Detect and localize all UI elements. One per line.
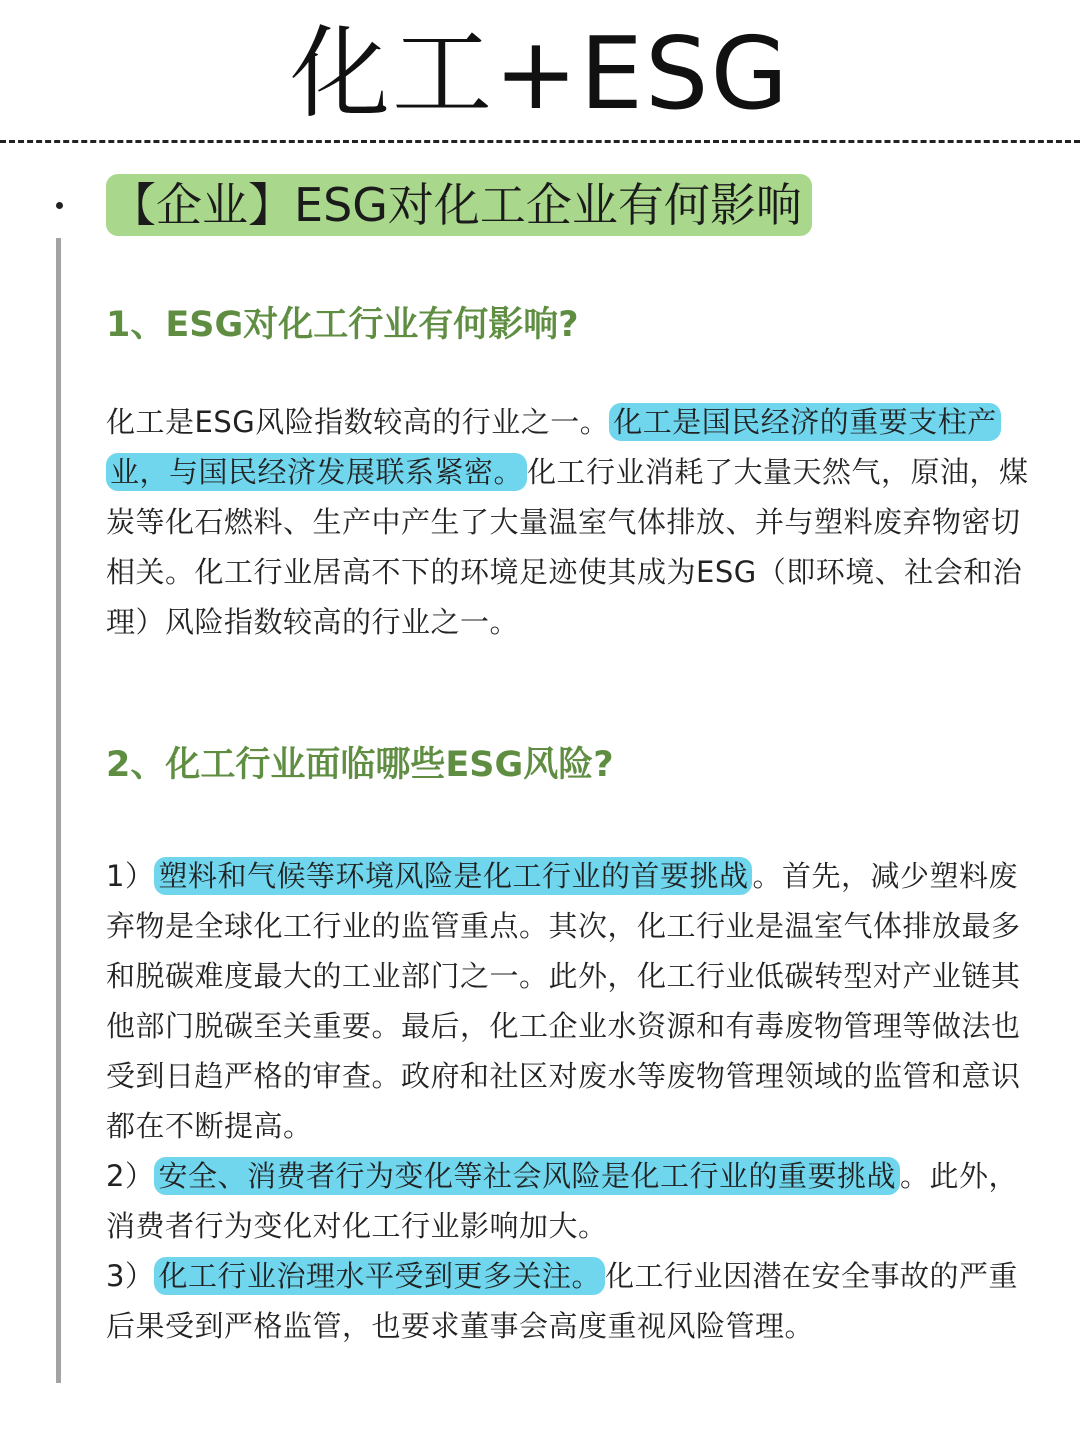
page-title: 化工+ESG: [290, 15, 790, 132]
risk-item-3-prefix: 3）: [106, 1259, 155, 1293]
section1-paragraph: [106, 397, 1036, 647]
question-heading-2: 2、化工行业面临哪些ESG风险?: [106, 745, 614, 785]
risk-item-2-prefix: 2）: [106, 1159, 155, 1193]
risk-item-1-prefix: 1）: [106, 859, 155, 893]
risk-item-1-highlight: 塑料和气候等环境风险是化工行业的首要挑战: [154, 857, 752, 895]
risk-item-1: [106, 851, 1036, 1151]
risk-item-1-text: 。首先，减少塑料废弃物是全球化工行业的监管重点。其次，化工行业是温室气体排放最多和脱碳难度最大的工业部门之一。此外，化工行业低碳转型对产业链其他部门脱碳至关重要。最后，化工企业水资源和有毒废物管理等做法也受到日趋严格的审查。政府和社区对废水等废物管理领域的监管和意识都在不断提高。: [106, 859, 1021, 1143]
risk-item-3-highlight: 化工行业治理水平受到更多关注。: [154, 1257, 605, 1295]
section1-highlight: 化工是国民经济的重要支柱产业，与国民经济发展联系紧密。: [106, 403, 1001, 491]
risk-item-3: [106, 1251, 1036, 1351]
left-rule: [56, 238, 61, 1383]
risk-item-2-text: 。此外，消费者行为变化对化工行业影响加大。: [106, 1159, 1018, 1243]
section1-text-pre: 化工是ESG风险指数较高的行业之一。: [106, 405, 610, 439]
bullet-dot: [56, 202, 63, 209]
question-heading-1: 1、ESG对化工行业有何影响?: [106, 305, 579, 345]
risk-item-2: [106, 1151, 1036, 1251]
risk-item-3-text: 化工行业因潜在安全事故的严重后果受到严格监管，也要求董事会高度重视风险管理。: [106, 1259, 1018, 1343]
risk-item-2-highlight: 安全、消费者行为变化等社会风险是化工行业的重要挑战: [154, 1157, 900, 1195]
title-divider: [0, 140, 1080, 143]
article-content: [106, 295, 1036, 1351]
section1-text-post: 化工行业消耗了大量天然气，原油，煤炭等化石燃料、生产中产生了大量温室气体排放、并与塑料废弃物密切相关。化工行业居高不下的环境足迹使其成为ESG（即环境、社会和治理）风险指数较高的行业之一。: [106, 455, 1029, 639]
section-banner: 【企业】ESG对化工企业有何影响: [106, 174, 812, 236]
